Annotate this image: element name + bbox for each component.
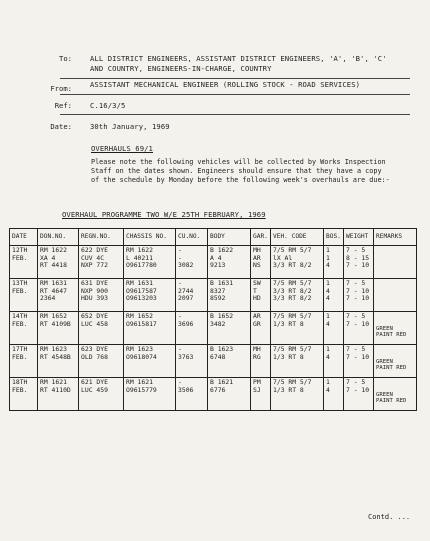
table-header-row	[10, 229, 417, 246]
cell-cu-no: - 3763	[176, 345, 208, 378]
instructions-paragraph: Please note the following vehicles will be collected by Works Inspection Staff on the dates shown. Engineers should ensure that they have a copy of the schedule by Monday before the following week's overhauls are due:-	[91, 158, 390, 184]
table-row	[10, 246, 417, 279]
header-body: BODY	[208, 229, 251, 246]
from-value: ASSISTANT MECHANICAL ENGINEER (ROLLING STOCK - ROAD SERVICES)	[90, 80, 361, 89]
date-value: 30th January, 1969	[90, 122, 170, 131]
cell-date: 12TH FEB.	[10, 246, 38, 279]
cell-don-no: RM 1631 RT 4647 2364	[38, 279, 79, 312]
header-cu-no: CU.NO.	[176, 229, 208, 246]
from-label: From:	[50, 84, 72, 93]
header-gar: GAR.	[251, 229, 271, 246]
cell-don-no: RM 1652 RT 4109B	[38, 312, 79, 345]
cell-weight: 7 - 5 7 - 10	[344, 312, 374, 345]
programme-title: OVERHAUL PROGRAMME TWO W/E 25TH FEBRUARY, 1969	[62, 210, 266, 219]
header-date: DATE	[10, 229, 38, 246]
to-line-1: ALL DISTRICT ENGINEERS, ASSISTANT DISTRICT ENGINEERS, 'A', 'B', 'C'	[90, 54, 387, 63]
cell-cu-no: - 3696	[176, 312, 208, 345]
cell-remarks	[374, 279, 417, 312]
overhaul-schedule-table	[9, 228, 417, 411]
cell-veh-code: 7/5 RM 5/7 3/3 RT 8/2 3/3 RT 8/2	[271, 279, 324, 312]
cell-gar: MH RG	[251, 345, 271, 378]
cell-date: 18TH FEB.	[10, 378, 38, 411]
cell-don-no: RM 1622 XA 4 RT 4418	[38, 246, 79, 279]
to-line-2: AND COUNTRY, ENGINEERS-IN-CHARGE, COUNTRY	[90, 64, 272, 73]
header-don-no: DON.NO.	[38, 229, 79, 246]
header-regn-no: REGN.NO.	[79, 229, 124, 246]
table-row	[10, 312, 417, 345]
cell-gar: MH AR NS	[251, 246, 271, 279]
cell-body: B 1622 A 4 9213	[208, 246, 251, 279]
cell-regn-no: 622 DYE CUV 4C NXP 772	[79, 246, 124, 279]
divider-line	[60, 78, 410, 79]
header-remarks: REMARKS	[374, 229, 417, 246]
cell-regn-no: 652 DYE LUC 458	[79, 312, 124, 345]
ref-value: C.16/3/5	[90, 101, 126, 110]
cell-date: 17TH FEB.	[10, 345, 38, 378]
cell-don-no: RM 1621 RT 4110D	[38, 378, 79, 411]
cell-chassis-no: RM 1621 O9615779	[124, 378, 176, 411]
cell-chassis-no: RM 1623 O9618074	[124, 345, 176, 378]
cell-regn-no: 631 DYE NXP 900 HDU 393	[79, 279, 124, 312]
table-row	[10, 279, 417, 312]
cell-bos: 1 4	[324, 345, 344, 378]
cell-gar: AR GR	[251, 312, 271, 345]
table-row	[10, 378, 417, 411]
cell-gar: PM SJ	[251, 378, 271, 411]
cell-weight: 7 - 5 7 - 10	[344, 345, 374, 378]
subject: OVERHAULS 69/1	[91, 144, 153, 153]
cell-bos: 1 1 4	[324, 246, 344, 279]
cell-bos: 1 4 4	[324, 279, 344, 312]
cell-gar: SW T HD	[251, 279, 271, 312]
cell-weight: 7 - 5 8 - 15 7 - 10	[344, 246, 374, 279]
cell-don-no: RM 1623 RT 4548B	[38, 345, 79, 378]
to-label: To:	[59, 54, 72, 63]
cell-veh-code: 7/5 RM 5/7 lX Al 3/3 RT 8/2	[271, 246, 324, 279]
cell-chassis-no: RM 1652 O9615817	[124, 312, 176, 345]
cell-cu-no: - 3506	[176, 378, 208, 411]
header-weight: WEIGHT	[344, 229, 374, 246]
cell-cu-no: - - 3082	[176, 246, 208, 279]
divider-line	[60, 94, 410, 95]
cell-cu-no: - 2744 2097	[176, 279, 208, 312]
cell-bos: 1 4	[324, 378, 344, 411]
cell-bos: 1 4	[324, 312, 344, 345]
cell-chassis-no: RM 1622 L 40211 O9617780	[124, 246, 176, 279]
table-row	[10, 345, 417, 378]
cell-weight: 7 - 5 7 - 10	[344, 378, 374, 411]
cell-body: B 1623 6748	[208, 345, 251, 378]
cell-regn-no: 621 DYE LUC 459	[79, 378, 124, 411]
cell-remarks: GREEN PAINT RED	[374, 312, 417, 345]
cell-chassis-no: RM 1631 O9617587 O9613203	[124, 279, 176, 312]
header-bos: BOS.	[324, 229, 344, 246]
ref-label: Ref:	[54, 101, 72, 110]
cell-body: B 1621 6776	[208, 378, 251, 411]
cell-date: 14TH FEB.	[10, 312, 38, 345]
cell-regn-no: 623 DYE OLD 768	[79, 345, 124, 378]
continued-note: Contd. ...	[368, 513, 411, 521]
cell-remarks: GREEN PAINT RED	[374, 345, 417, 378]
cell-remarks: GREEN PAINT RED	[374, 378, 417, 411]
cell-veh-code: 7/5 RM 5/7 1/3 RT 8	[271, 312, 324, 345]
header-veh-code: VEH. CODE	[271, 229, 324, 246]
cell-body: B 1652 3482	[208, 312, 251, 345]
divider-line	[60, 114, 410, 115]
cell-body: B 1631 8327 8592	[208, 279, 251, 312]
header-chassis-no: CHASSIS NO.	[124, 229, 176, 246]
cell-date: 13TH FEB.	[10, 279, 38, 312]
date-label: Date:	[50, 122, 72, 131]
cell-remarks	[374, 246, 417, 279]
cell-veh-code: 7/5 RM 5/7 1/3 RT 8	[271, 378, 324, 411]
cell-weight: 7 - 5 7 - 10 7 - 10	[344, 279, 374, 312]
cell-veh-code: 7/5 RM 5/7 1/3 RT 8	[271, 345, 324, 378]
